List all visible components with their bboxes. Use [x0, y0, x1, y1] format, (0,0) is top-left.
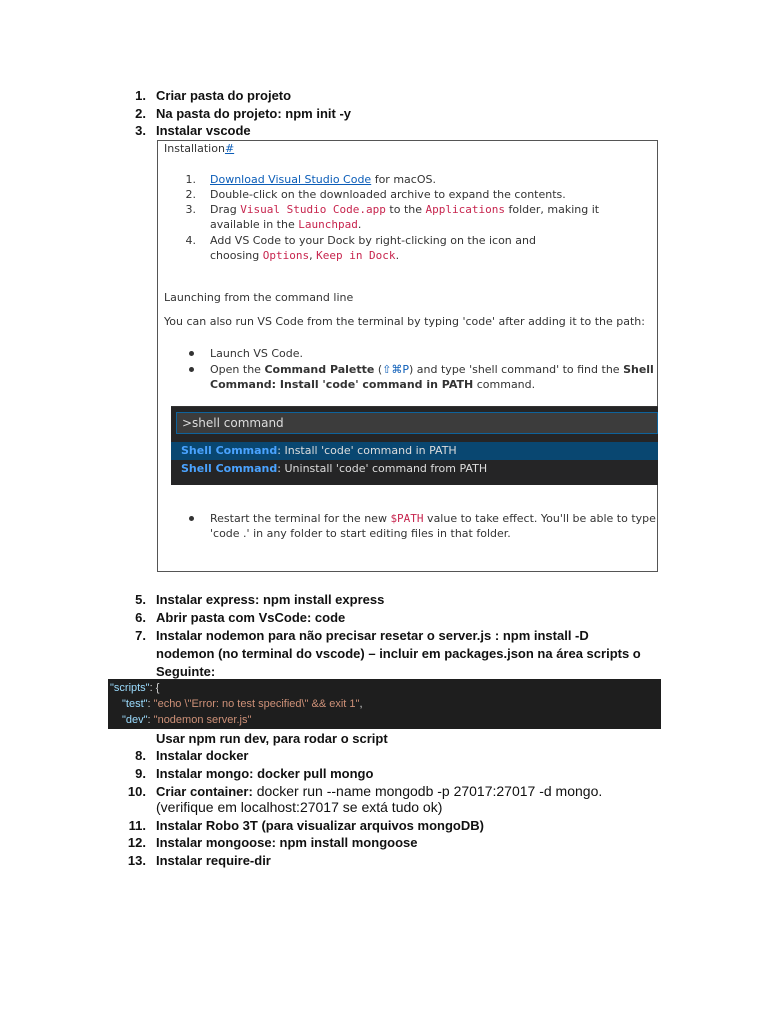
step-text: Double-click on the downloaded archive to expand the contents.: [210, 188, 566, 201]
bullet-dot: [189, 516, 194, 521]
step-text: Add VS Code to your Dock by right-clicking on the icon and: [210, 234, 536, 247]
inline-code: Options: [262, 249, 310, 262]
command-palette-input[interactable]: >shell command: [176, 412, 658, 434]
item-number: 12.: [127, 835, 146, 850]
item-number: 13.: [127, 853, 146, 868]
bullet-text: Restart the terminal for the new $PATH value to take effect. You'll be able to type: [210, 512, 656, 525]
installation-heading: Installation#: [164, 142, 235, 155]
item-text: Instalar express: npm install express: [156, 592, 385, 607]
item-text: Na pasta do projeto: npm init -y: [156, 106, 352, 121]
code-block: [108, 679, 661, 729]
inline-code: $PATH: [390, 512, 424, 525]
item-number: 7.: [135, 628, 146, 643]
item-number: 6.: [135, 610, 146, 625]
cmdline-heading: Launching from the command line: [164, 291, 354, 304]
step-text-line2: choosing Options, Keep in Dock.: [210, 249, 400, 262]
item-number: 9.: [135, 766, 146, 781]
step-number: 2.: [185, 188, 196, 201]
item-number: 10.: [127, 784, 146, 799]
item-text: Criar container: docker run --name mongodb -p 27017:27017 -d mongo.: [156, 783, 603, 799]
item-text-line3: Seguinte:: [156, 664, 216, 679]
step-text: Drag Visual Studio Code.app to the Applications folder, making it: [210, 203, 600, 216]
bullet-text: Open the Command Palette (⇧⌘P) and type 'shell command' to find the Shell: [210, 363, 654, 376]
item-text: Abrir pasta com VsCode: code: [156, 610, 346, 625]
cmdline-text: You can also run VS Code from the terminal by typing 'code' after adding it to the path:: [164, 315, 645, 328]
download-vscode-link[interactable]: Download Visual Studio Code: [210, 173, 372, 186]
step-number: 1.: [185, 173, 196, 186]
bullet-text: Launch VS Code.: [210, 347, 303, 360]
item-text: Instalar docker: [156, 748, 249, 763]
item-text: Instalar mongo: docker pull mongo: [156, 766, 374, 781]
item-text: Instalar require-dir: [156, 853, 271, 868]
inline-code: Keep in Dock: [316, 249, 396, 262]
item-number: 2.: [135, 106, 146, 121]
item-text: Criar pasta do projeto: [156, 88, 292, 103]
code-line: "scripts": {: [110, 682, 160, 694]
item-text: Instalar Robo 3T (para visualizar arquivos mongoDB): [156, 818, 484, 833]
item-text-line2: (verifique em localhost:27017 se extá tudo ok): [156, 799, 443, 815]
item-number: 5.: [135, 592, 146, 607]
embedded-installation-doc: Installation# 1. Download Visual Studio Code for macOS. 2. Double-click on the downloaded archive to expand the contents. 3. Drag Visual Studio Code.app to the Applications folder, making it available in the Launchpad. 4. Add VS Code to your Dock by right-clicking on the icon and choosing Options, Keep in Dock. Launching from the command line You can also run VS Code from the terminal by typing 'code' after adding it to the path: Launch VS Code. Open the Command Palette (⇧⌘P) and type 'shell command' to find the Shell Command: Install 'code' command in PATH command. >shell command Shell Command: Install 'code' command in PATH Shell Command: Uninstall 'code' command from PATH Restart the terminal for the new $PATH value to take effect. You'll be able to type 'code .' in any folder to start editing files in that folder.: [157, 140, 658, 572]
bullet-text-line2: Command: Install 'code' command in PATH command.: [210, 378, 536, 391]
bullet-dot: [189, 367, 194, 372]
item-text: Instalar nodemon para não precisar resetar o server.js : npm install -D: [156, 628, 589, 643]
inline-code: Visual Studio Code.app: [240, 203, 386, 216]
item-text: Instalar vscode: [156, 123, 251, 138]
inline-code: Launchpad: [298, 218, 358, 231]
step-text-line2: available in the Launchpad.: [210, 218, 362, 231]
step-number: 3.: [185, 203, 196, 216]
code-line: "dev": "nodemon server.js": [122, 714, 252, 726]
item-number: 8.: [135, 748, 146, 763]
item-number: 1.: [135, 88, 146, 103]
item-number: 11.: [128, 818, 146, 833]
item-text-line2: nodemon (no terminal do vscode) – incluir em packages.json na área scripts o: [156, 646, 641, 661]
command-palette: [171, 406, 658, 485]
step-number: 4.: [185, 234, 196, 247]
item-text: Instalar mongoose: npm install mongoose: [156, 835, 418, 850]
bullet-text-line2: 'code .' in any folder to start editing files in that folder.: [210, 527, 511, 540]
heading-anchor-link[interactable]: #: [224, 142, 235, 155]
palette-option-install[interactable]: Shell Command: Install 'code' command in PATH: [171, 442, 658, 460]
code-line: "test": "echo \"Error: no test specified\" && exit 1",: [122, 698, 363, 710]
bullet-dot: [189, 351, 194, 356]
item-number: 3.: [135, 123, 146, 138]
keyboard-shortcut: ⇧⌘P: [382, 363, 410, 376]
inline-code: Applications: [425, 203, 505, 216]
palette-option-uninstall[interactable]: Shell Command: Uninstall 'code' command from PATH: [181, 462, 488, 475]
